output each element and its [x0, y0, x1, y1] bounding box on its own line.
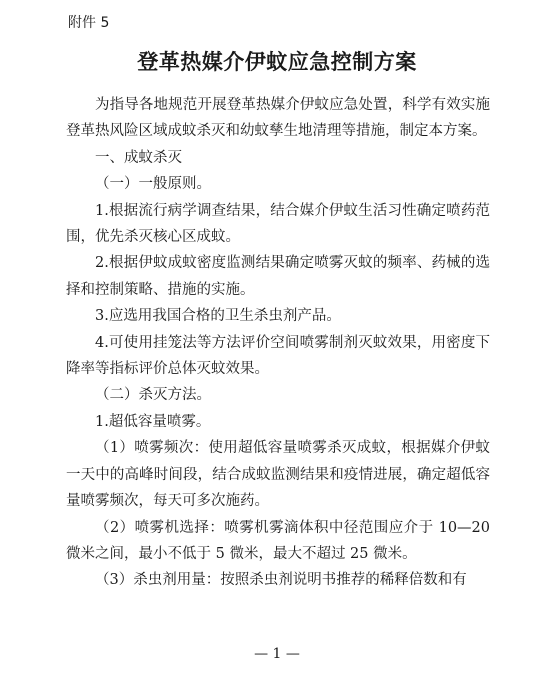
body-paragraph: 2.根据伊蚊成蚊密度监测结果确定喷雾灭蚊的频率、药械的选择和控制策略、措施的实施。	[66, 255, 490, 298]
body-paragraph: 3.应选用我国合格的卫生杀虫剂产品。	[95, 308, 341, 325]
document-body	[66, 92, 490, 594]
page-number: — 1 —	[254, 646, 300, 662]
body-paragraph: 1.根据流行病学调查结果，结合媒介伊蚊生活习性确定喷药范围，优先杀灭核心区成蚊。	[66, 202, 490, 246]
document-title: 登革热媒介伊蚊应急控制方案	[137, 50, 417, 74]
section-heading: 一、成蚊杀灭	[95, 149, 182, 166]
body-paragraph: （1）喷雾频次：使用超低容量喷雾杀灭成蚊，根据媒介伊蚊一天中的高峰时间段，结合成蚊监测结果和疫情进展，确定超低容量喷雾频次，每天可多次施药。	[66, 440, 490, 510]
intro-paragraph: 为指导各地规范开展登革热媒介伊蚊应急处置，科学有效实施登革热风险区域成蚊杀灭和幼蚊孳生地清理等措施，制定本方案。	[66, 97, 490, 140]
body-paragraph: 1.超低容量喷雾。	[95, 413, 211, 430]
subsection-heading: （二）杀灭方法。	[95, 387, 211, 404]
body-paragraph: （3）杀虫剂用量：按照杀虫剂说明书推荐的稀释倍数和有	[95, 572, 467, 589]
body-paragraph: 4.可使用挂笼法等方法评价空间喷雾制剂灭蚊效果，用密度下降率等指标评价总体灭蚊效果。	[66, 334, 490, 378]
body-paragraph: （2）喷雾机选择：喷雾机雾滴体积中径范围应介于 10—20 微米之间，最小不低于 5 微米，最大不超过 25 微米。	[66, 519, 490, 562]
subsection-heading: （一）一般原则。	[95, 176, 211, 193]
attachment-label: 附件 5	[68, 15, 110, 31]
